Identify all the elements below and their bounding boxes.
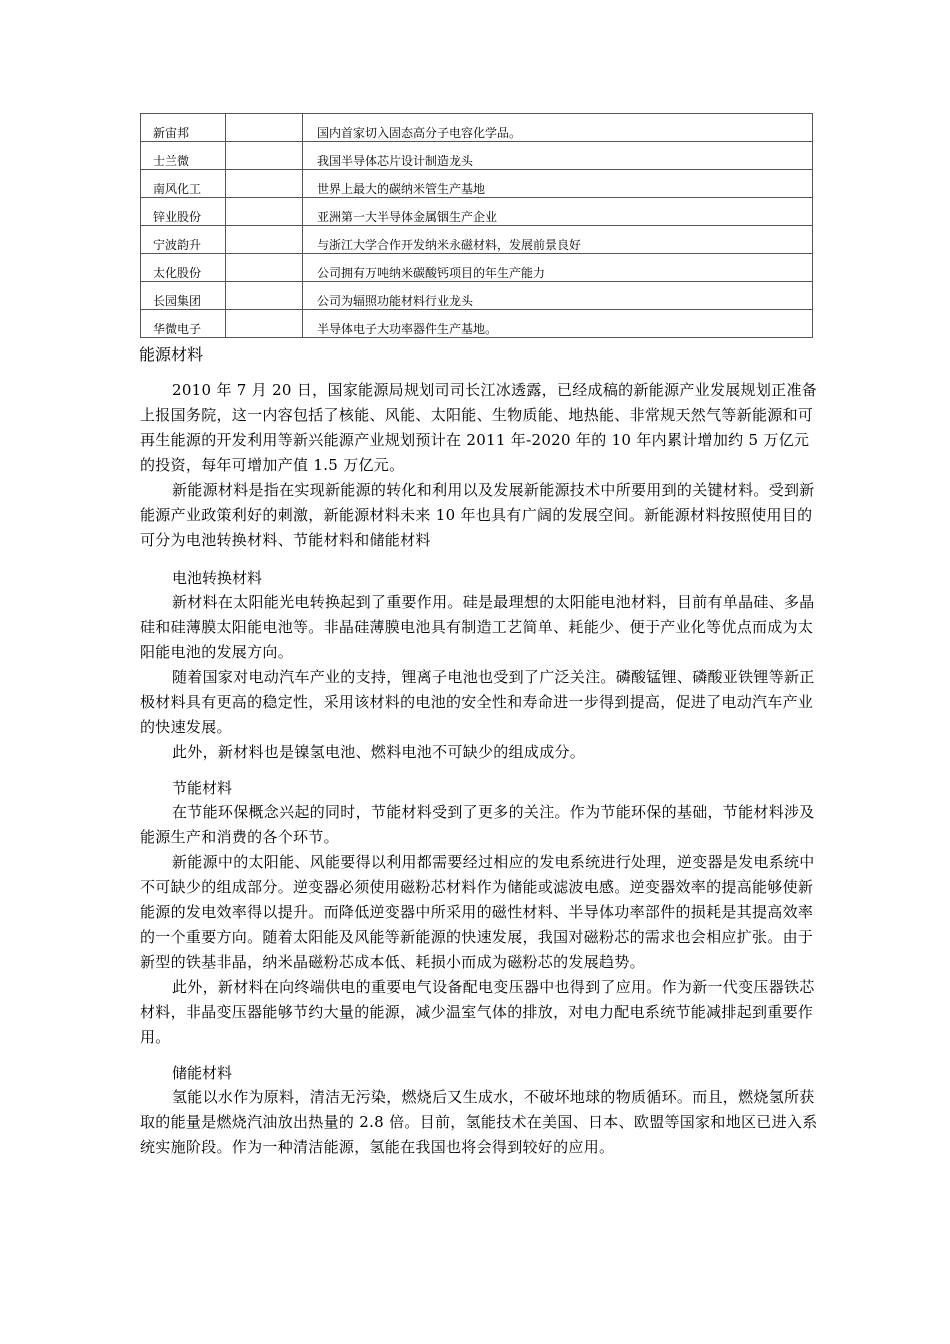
company-desc: 公司拥有万吨纳米碳酸钙项目的年生产能力 [303,254,813,282]
subheading-battery: 电池转换材料 [172,569,263,587]
paragraph: 此外，新材料在向终端供电的重要电气设备配电变压器中也得到了应用。作为新一代变压器铁芯材料，非晶变压器能够节约大量的能源，减少温室气体的排放，对电力配电系统节能减排起到重要作用。 [140,978,815,1046]
paragraph: 随着国家对电动汽车产业的支持，锂离子电池也受到了广泛关注。磷酸锰锂、磷酸亚铁锂等新正极材料具有更高的稳定性，采用该材料的电池的安全性和寿命进一步得到提高，促进了电动汽车产业的快速发展。 [140,668,815,736]
table-row [141,114,813,142]
company-desc: 公司为辐照功能材料行业龙头 [303,282,813,310]
company-desc: 我国半导体芯片设计制造龙头 [303,142,813,170]
subheading-storage: 储能材料 [172,1064,233,1082]
company-table [140,113,813,338]
paragraph: 新能源材料是指在实现新能源的转化和利用以及发展新能源技术中所要用到的关键材料。受到新能源产业政策利好的刺激，新能源材料未来 10 年也具有广阔的发展空间。新能源材料按照使用目的可分为电池转换材料、节能材料和储能材料 [140,481,815,549]
battery-block [140,590,824,765]
company-desc: 世界上最大的碳纳米管生产基地 [303,170,813,198]
company-desc: 亚洲第一大半导体金属铟生产企业 [303,198,813,226]
blank-cell [226,254,303,282]
blank-cell [226,142,303,170]
paragraph: 在节能环保概念兴起的同时，节能材料受到了更多的关注。作为节能环保的基础，节能材料涉及能源生产和消费的各个环节。 [140,803,815,846]
blank-cell [226,226,303,254]
company-name: 士兰微 [141,142,226,170]
company-name: 长园集团 [141,282,226,310]
blank-cell [226,282,303,310]
section-title: 能源材料 [139,345,204,364]
table-row [141,282,813,310]
paragraph: 2010 年 7 月 20 日，国家能源局规划司司长江冰透露，已经成稿的新能源产业发展规划正准备上报国务院，这一内容包括了核能、风能、太阳能、生物质能、地热能、非常规天然气等新能源和可再生能源的开发利用等新兴能源产业规划预计在 2011 年-2020 年的 10 年内累计增加约 5 万亿元的投资，每年可增加产值 1.5 万亿元。 [140,381,818,474]
company-name: 宁波韵升 [141,226,226,254]
storage-block [140,1085,824,1160]
table-row [141,310,813,338]
blank-cell [226,114,303,142]
subheading-saving: 节能材料 [172,779,233,797]
company-desc: 国内首家切入固态高分子电容化学品。 [303,114,813,142]
table-row [141,170,813,198]
table-row [141,254,813,282]
company-name: 锌业股份 [141,198,226,226]
table-row [141,142,813,170]
company-name: 华微电子 [141,310,226,338]
paragraph: 新能源中的太阳能、风能要得以利用都需要经过相应的发电系统进行处理，逆变器是发电系统中不可缺少的组成部分。逆变器必须使用磁粉芯材料作为储能或滤波电感。逆变器效率的提高能够使新能源的发电效率得以提升。而降低逆变器中所采用的磁性材料、半导体功率部件的损耗是其提高效率的一个重要方向。随着太阳能及风能等新能源的快速发展，我国对磁粉芯的需求也会相应扩张。由于新型的铁基非晶，纳米晶磁粉芯成本低、耗损小而成为磁粉芯的发展趋势。 [140,853,815,971]
saving-block [140,800,824,1050]
paragraph: 此外，新材料也是镍氢电池、燃料电池不可缺少的组成成分。 [172,743,586,761]
paragraph: 新材料在太阳能光电转换起到了重要作用。硅是最理想的太阳能电池材料，目前有单晶硅、多晶硅和硅薄膜太阳能电池等。非晶硅薄膜电池具有制造工艺简单、耗能少、便于产业化等优点而成为太阳能电池的发展方向。 [140,593,815,661]
intro-block [140,378,824,553]
company-desc: 与浙江大学合作开发纳米永磁材料，发展前景良好 [303,226,813,254]
table-row [141,226,813,254]
company-desc: 半导体电子大功率器件生产基地。 [303,310,813,338]
blank-cell [226,198,303,226]
company-name: 南风化工 [141,170,226,198]
table-row [141,198,813,226]
company-name: 新宙邦 [141,114,226,142]
blank-cell [226,170,303,198]
blank-cell [226,310,303,338]
company-name: 太化股份 [141,254,226,282]
paragraph: 氢能以水作为原料，清洁无污染，燃烧后又生成水，不破坏地球的物质循环。而且，燃烧氢所获取的能量是燃烧汽油放出热量的 2.8 倍。目前，氢能技术在美国、日本、欧盟等国家和地区已进入系统实施阶段。作为一种清洁能源，氢能在我国也将会得到较好的应用。 [140,1088,818,1156]
